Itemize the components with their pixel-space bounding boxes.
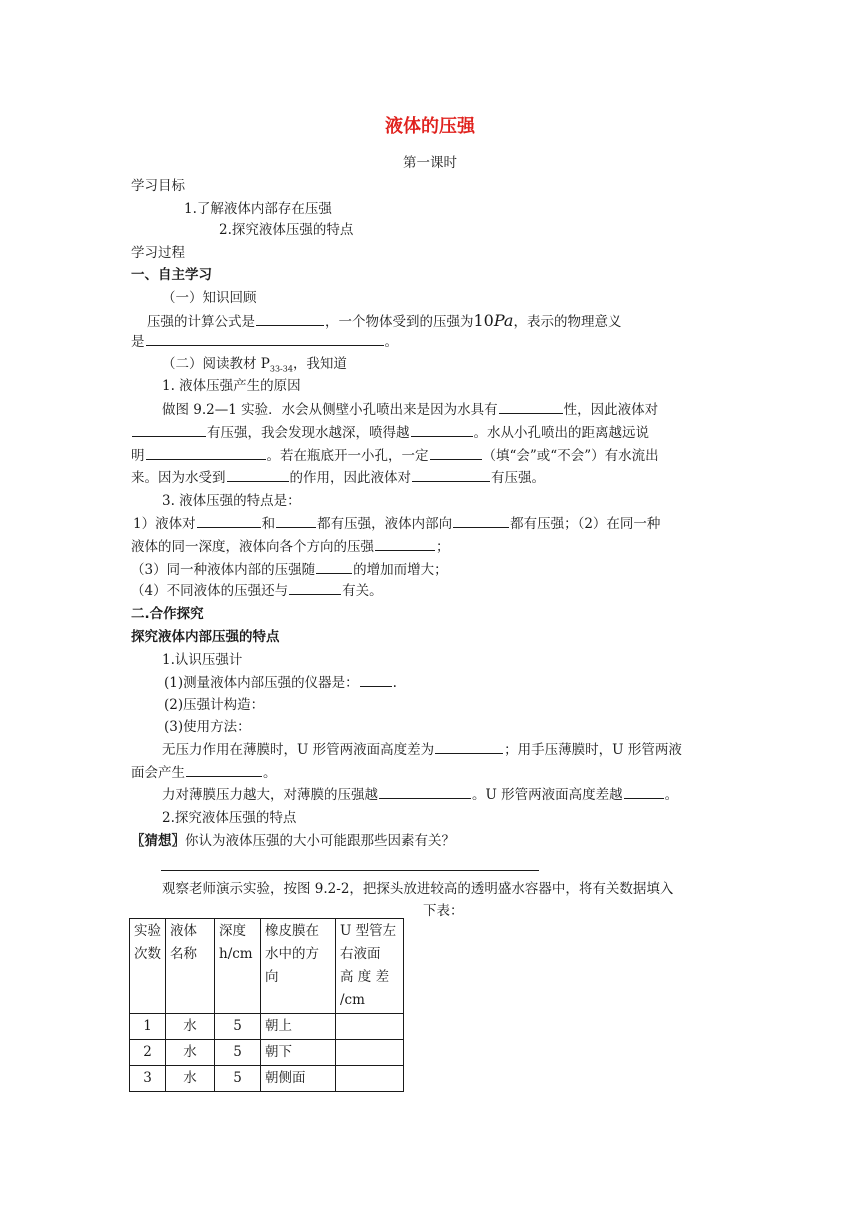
observe-line: 下表： [423, 903, 464, 919]
section-heading: 二.合作探究 [131, 606, 204, 622]
table-cell: 5 [215, 1014, 261, 1040]
objective-item: 2.探究液体压强的特点 [219, 222, 354, 238]
table-cell: 水 [166, 1066, 215, 1092]
cause-heading: 1. 液体压强产生的原因 [162, 378, 301, 394]
blank-field[interactable] [411, 424, 473, 437]
blank-field[interactable] [430, 447, 482, 460]
subsection-heading: 探究液体内部压强的特点 [131, 629, 280, 645]
process-heading: 学习过程 [131, 245, 185, 261]
experiment-line: 来。因为水受到 的作用，因此液体对 有压强。 [131, 470, 545, 486]
gauge-heading: 1.认识压强计 [162, 652, 243, 668]
section-heading: 一、自主学习 [131, 267, 212, 283]
blank-field[interactable] [360, 674, 392, 687]
blank-field[interactable] [146, 447, 266, 460]
blank-field[interactable] [132, 424, 206, 437]
usage-line: 无压力作用在薄膜时，U 形管两液面高度差为 ；用手压薄膜时，U 形管两液 [162, 742, 682, 758]
usage-line: 面会产生 。 [131, 765, 277, 781]
table-header-cell: U 型管左 右液面 高 度 差 /cm [336, 919, 404, 1014]
blank-field[interactable] [256, 313, 324, 326]
pressure-unit: Pa [493, 311, 514, 330]
blank-field[interactable] [197, 515, 261, 528]
blank-field[interactable] [289, 582, 341, 595]
table-row [130, 1066, 404, 1092]
table-cell: 朝上 [261, 1014, 336, 1040]
feature-line: 液体的同一深度，液体向各个方向的压强 ； [131, 539, 450, 555]
reading-heading: （二）阅读教材 $P_{33-34}$，我知道 [162, 356, 347, 374]
table-cell: 朝下 [261, 1040, 336, 1066]
features-heading: 3. 液体压强的特点是： [162, 493, 301, 509]
blank-field[interactable] [227, 469, 289, 482]
table-cell: 5 [215, 1040, 261, 1066]
observe-line: 观察老师演示实验，按图 9.2-2，把探头放进较高的透明盛水容器中，将有关数据填入 [162, 881, 674, 897]
page-title: 液体的压强 [385, 116, 475, 137]
review-line: 压强的计算公式是 ，一个物体受到的压强为10Pa，表示的物理意义 [147, 311, 622, 330]
gauge-line: (2)压强计构造： [164, 697, 265, 713]
blank-field[interactable] [276, 515, 316, 528]
blank-field[interactable] [379, 786, 471, 799]
experiment-line: 有压强，我会发现水越深，喷得越 。水从小孔喷出的距离越远说 [131, 424, 649, 442]
objective-item: 1.了解液体内部存在压强 [184, 201, 332, 217]
table-cell-blank[interactable] [336, 1066, 404, 1092]
gauge-line: (3)使用方法： [164, 719, 251, 735]
feature-line: （4）不同液体的压强还与 有关。 [131, 583, 383, 599]
table-cell: 5 [215, 1066, 261, 1092]
table-cell: 水 [166, 1040, 215, 1066]
usage-line: 力对薄膜压力越大，对薄膜的压强越 。U 形管两液面高度差越 。 [162, 787, 679, 803]
table-cell: 朝侧面 [261, 1066, 336, 1092]
feature-line: 1）液体对 和 都有压强，液体内部向 都有压强；（2）在同一种 [133, 516, 661, 532]
blank-field[interactable] [316, 561, 352, 574]
gauge-line: (1)测量液体内部压强的仪器是： . [164, 675, 397, 691]
table-cell-blank[interactable] [336, 1014, 404, 1040]
table-cell: 3 [130, 1066, 166, 1092]
blank-field[interactable] [375, 538, 435, 551]
table-header-row [130, 919, 404, 1014]
review-line: 是 。 [131, 334, 398, 350]
table-header-cell: 液体 名称 [166, 919, 215, 1014]
table-cell-blank[interactable] [336, 1040, 404, 1066]
guess-line: 〖猜想〗你认为液体压强的大小可能跟那些因素有关？ [131, 833, 455, 849]
answer-line[interactable] [161, 870, 539, 871]
blank-field[interactable] [499, 401, 563, 414]
experiment-line: 做图 9.2—1 实验．水会从侧壁小孔喷出来是因为水具有 性，因此液体对 [162, 402, 659, 418]
blank-field[interactable] [412, 469, 490, 482]
lesson-subtitle: 第一课时 [403, 155, 457, 171]
table-row [130, 1040, 404, 1066]
blank-field[interactable] [146, 333, 384, 346]
data-table [129, 918, 404, 1092]
objectives-heading: 学习目标 [131, 178, 185, 194]
review-heading: （一）知识回顾 [162, 290, 257, 306]
table-row [130, 1014, 404, 1040]
blank-field[interactable] [435, 741, 503, 754]
table-cell: 2 [130, 1040, 166, 1066]
blank-field[interactable] [186, 764, 262, 777]
feature-line: （3）同一种液体内部的压强随 的增加而增大； [131, 562, 448, 578]
table-cell: 水 [166, 1014, 215, 1040]
table-cell: 1 [130, 1014, 166, 1040]
table-header-cell: 橡皮膜在 水中的方 向 [261, 919, 336, 1014]
explore-heading: 2.探究液体压强的特点 [162, 810, 297, 826]
pressure-value: 10 [473, 311, 494, 330]
table-header-cell: 深度 h/cm [215, 919, 261, 1014]
blank-field[interactable] [453, 515, 509, 528]
guess-label: 〖猜想〗 [131, 833, 185, 849]
table-header-cell: 实验 次数 [130, 919, 166, 1014]
experiment-line: 明 。若在瓶底开一小孔，一定 （填“会”或“不会”）有水流出 [131, 448, 659, 464]
blank-field[interactable] [624, 786, 664, 799]
